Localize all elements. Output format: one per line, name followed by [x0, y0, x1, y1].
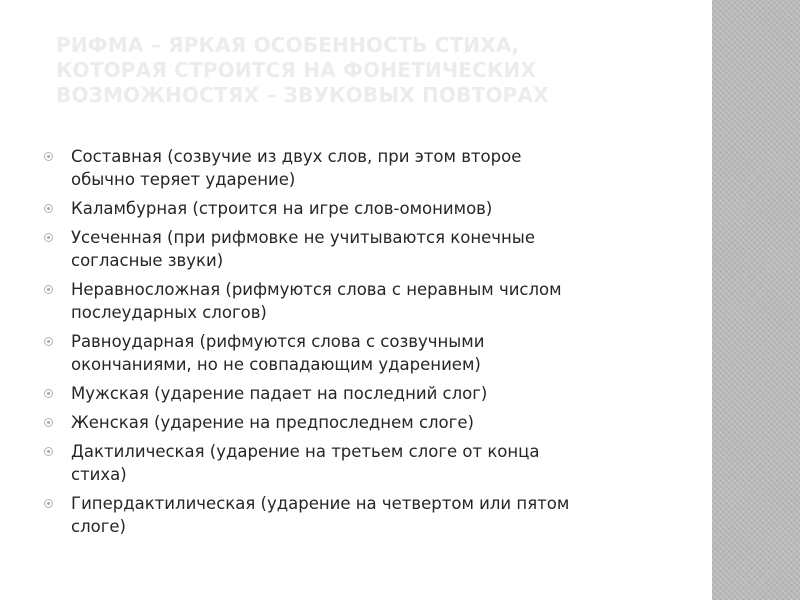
list-item: [44, 330, 664, 376]
list-item-text-line: Составная (созвучие из двух слов, при этом второе: [71, 147, 522, 166]
list-item-text-line: окончаниями, но не совпадающим ударением): [71, 355, 481, 374]
circle-bullet-icon: [44, 285, 53, 294]
list-item-text-line: Каламбурная (строится на игре слов-омонимов): [71, 199, 493, 218]
list-item: [44, 278, 664, 324]
circle-bullet-icon: [44, 204, 53, 213]
circle-bullet-icon: [44, 418, 53, 427]
list-item-text-line: Неравносложная (рифмуются слова с неравным числом: [71, 280, 562, 299]
circle-bullet-icon: [44, 152, 53, 161]
list-item: [44, 197, 664, 220]
circle-bullet-icon: [44, 499, 53, 508]
list-item: [44, 440, 664, 486]
list-item-text-line: послеударных слогов): [71, 303, 267, 322]
list-item-text-line: Мужская (ударение падает на последний слог): [71, 384, 488, 403]
list-item-text-line: Равноударная (рифмуются слова с созвучными: [71, 332, 485, 351]
slide-title-line: КОТОРАЯ СТРОИТСЯ НА ФОНЕТИЧЕСКИХ: [56, 58, 537, 82]
list-item-text-line: слоге): [71, 517, 126, 536]
list-item-text-line: Женская (ударение на предпоследнем слоге): [71, 413, 474, 432]
list-item-text-line: стиха): [71, 465, 127, 484]
list-item: [44, 492, 664, 538]
circle-bullet-icon: [44, 337, 53, 346]
slide-title-line: ВОЗМОЖНОСТЯХ – ЗВУКОВЫХ ПОВТОРАХ: [56, 83, 549, 107]
rhyme-types-list: [44, 145, 664, 544]
list-item: [44, 145, 664, 191]
decorative-side-strip: [712, 0, 800, 600]
list-item-text-line: согласные звуки): [71, 251, 224, 270]
list-item-text-line: Гипердактилическая (ударение на четвертом или пятом: [71, 494, 570, 513]
list-item-text-line: Дактилическая (ударение на третьем слоге от конца: [71, 442, 540, 461]
list-item: [44, 226, 664, 272]
list-item-text-line: Усеченная (при рифмовке не учитываются конечные: [71, 228, 535, 247]
slide-title: [56, 33, 696, 108]
slide-title-line: РИФМА – ЯРКАЯ ОСОБЕННОСТЬ СТИХА,: [56, 33, 520, 57]
list-item: [44, 382, 664, 405]
circle-bullet-icon: [44, 389, 53, 398]
list-item: [44, 411, 664, 434]
circle-bullet-icon: [44, 233, 53, 242]
list-item-text-line: обычно теряет ударение): [71, 170, 296, 189]
circle-bullet-icon: [44, 447, 53, 456]
